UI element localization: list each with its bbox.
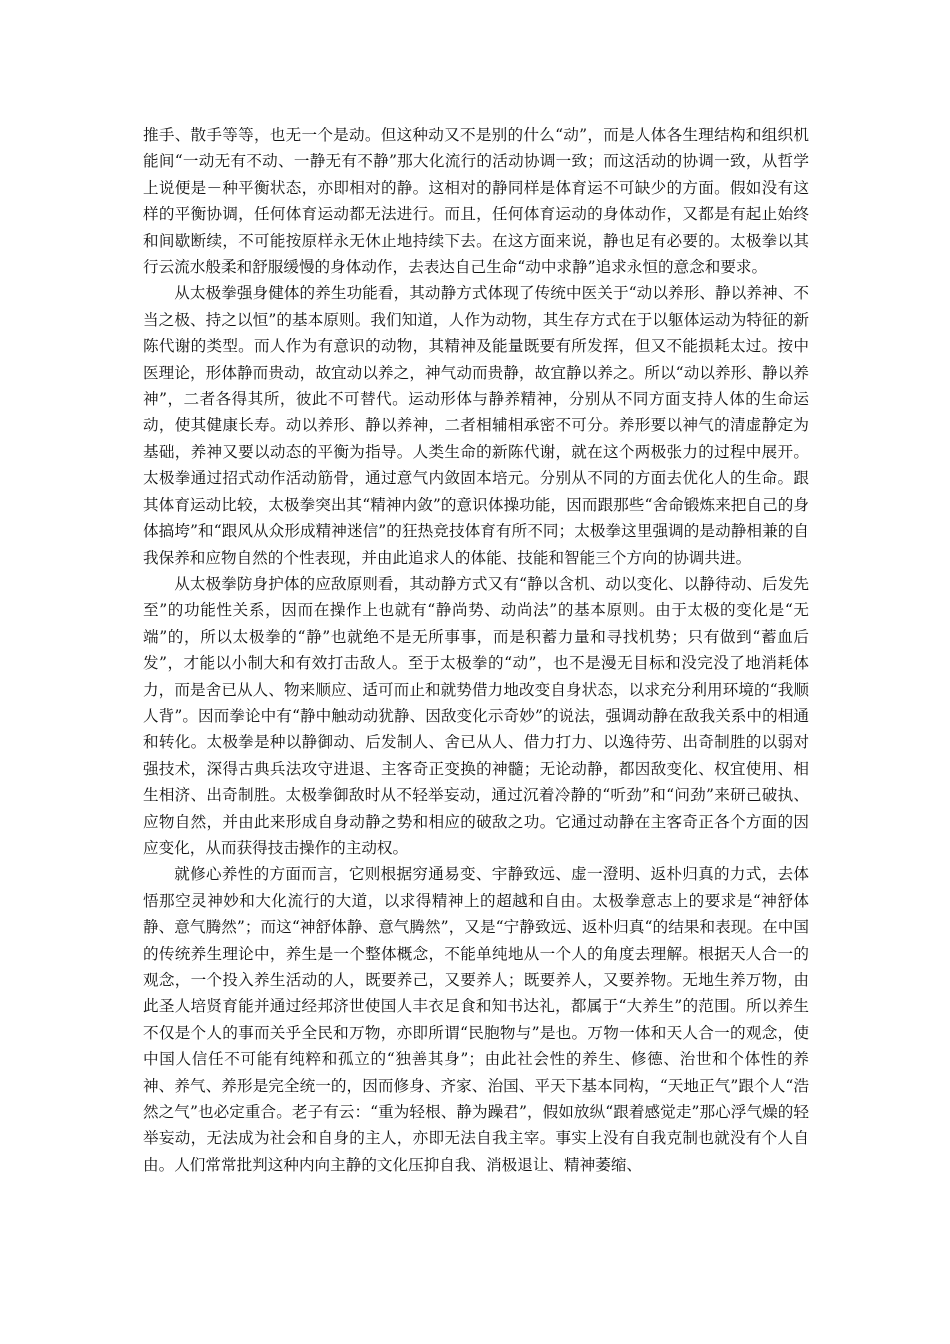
document-body [143,122,809,1178]
paragraph-2: 从太极拳强身健体的养生功能看，其动静方式体现了传统中医关于“动以养形、静以养神、不当之极、持之以恒”的基本原则。我们知道，人作为动物，其生存方式在于以躯体运动为特征的新陈代谢的类型。而人作为有意识的动物，其精神及能量既要有所发挥，但又不能损耗太过。按中医理论，形体静而贵动，故宜动以养之，神气动而贵静，故宜静以养之。所以“动以养形、静以养神”，二者各得其所，彼此不可替代。运动形体与静养精神，分别从不同方面支持人体的生命运动，使其健康长寿。动以养形、静以养神，二者相辅相承密不可分。养形要以神气的清虚静定为基础，养神又要以动态的平衡为指导。人类生命的新陈代谢，就在这个两极张力的过程中展开。太极拳通过招式动作活动筋骨，通过意气内敛固本培元。分别从不同的方面去优化人的生命。跟其体育运动比较，太极拳突出其“精神内敛”的意识体操功能，因而跟那些“舍命锻炼来把自己的身体搞垮”和“跟风从众形成精神迷信”的狂热竞技体育有所不同；太极拳这里强调的是动静相兼的自我保养和应物自然的个性表现，并由此追求人的体能、技能和智能三个方向的协调共进。 [143,284,809,567]
paragraph-1: 推手、散手等等，也无一个是动。但这种动又不是别的什么“动”，而是人体各生理结构和组织机能间“一动无有不动、一静无有不静”那大化流行的活动协调一致；而这活动的协调一致，从哲学上说便是－种平衡状态，亦即相对的静。这相对的静同样是体育运不可缺少的方面。假如没有这样的平衡协调，任何体育运动都无法进行。而且，任何体育运动的身体动作，又都是有起止始终和间歇断续，不可能按原样永无休止地持续下去。在这方面来说，静也足有必要的。太极拳以其行云流水般柔和舒服缓慢的身体动作，去表达自己生命“动中求静”追求永恒的意念和要求。 [143,126,809,277]
paragraph-3: 从太极拳防身护体的应敌原则看，其动静方式又有“静以含机、动以变化、以静待动、后发先至”的功能性关系，因而在操作上也就有“静尚势、动尚法”的基本原则。由于太极的变化是“无端”的，所以太极拳的“静”也就绝不是无所事事，而是积蓄力量和寻找机势；只有做到“蓄血后发”，才能以小制大和有效打击敌人。至于太极拳的“动”，也不是漫无目标和没完没了地消耗体力，而是舍已从人、物来顺应、适可而止和就势借力地改变自身状态，以求充分利用环境的“我顺人背”。因而拳论中有“静中触动动犹静、因敌变化示奇妙”的说法，强调动静在敌我关系中的相通和转化。太极拳是种以静御动、后发制人、舍已从人、借力打力、以逸待劳、出奇制胜的以弱对强技术，深得古典兵法攻守进退、主客奇正变换的神髓；无论动静，都因敌变化、权宜使用、相生相济、出奇制胜。太极拳御敌时从不轻举妄动，通过沉着冷静的“听劲”和“问劲”来研己破执、应物自然，并由此来形成自身动静之势和相应的破敌之功。它通过动静在主客奇正各个方面的因应变化，从而获得技击操作的主动权。 [143,574,809,857]
paragraph-4: 就修心养性的方面而言，它则根据穷通易变、宇静致远、虚一澄明、返朴归真的力式，去体悟那空灵神妙和大化流行的大道，以求得精神上的超越和自由。太极拳意志上的要求是“神舒体静、意气腾然”；而这“神舒体静、意气腾然”，又是“宁静致远、返朴归真“的结果和表现。在中国的传统养生理论中，养生是一个整体概念，不能单纯地从一个人的角度去理解。根据天人合一的观念，一个投入养生活动的人，既要养己，又要养人；既要养人，又要养物。无地生养万物，由此圣人培贤育能并通过经邦济世使国人丰衣足食和知书达礼，都属于“大养生”的范围。所以养生不仅是个人的事而关乎全民和万物，亦即所谓“民胞物与”是也。万物一体和天人合一的观念，使中国人信任不可能有纯粹和孤立的“独善其身”；由此社会性的养生、修德、治世和个体性的养神、养气、养形是完全统一的，因而修身、齐家、治国、平天下基本同构，“天地正气”跟个人“浩然之气”也必定重合。老子有云：“重为轻根、静为躁君”，假如放纵“跟着感觉走”那心浮气燥的轻举妄动，无法成为社会和自身的主人，亦即无法自我主宰。事实上没有自我克制也就没有个人自由。人们常常批判这种内向主静的文化压抑自我、消极退让、精神萎缩、 [143,865,809,1174]
